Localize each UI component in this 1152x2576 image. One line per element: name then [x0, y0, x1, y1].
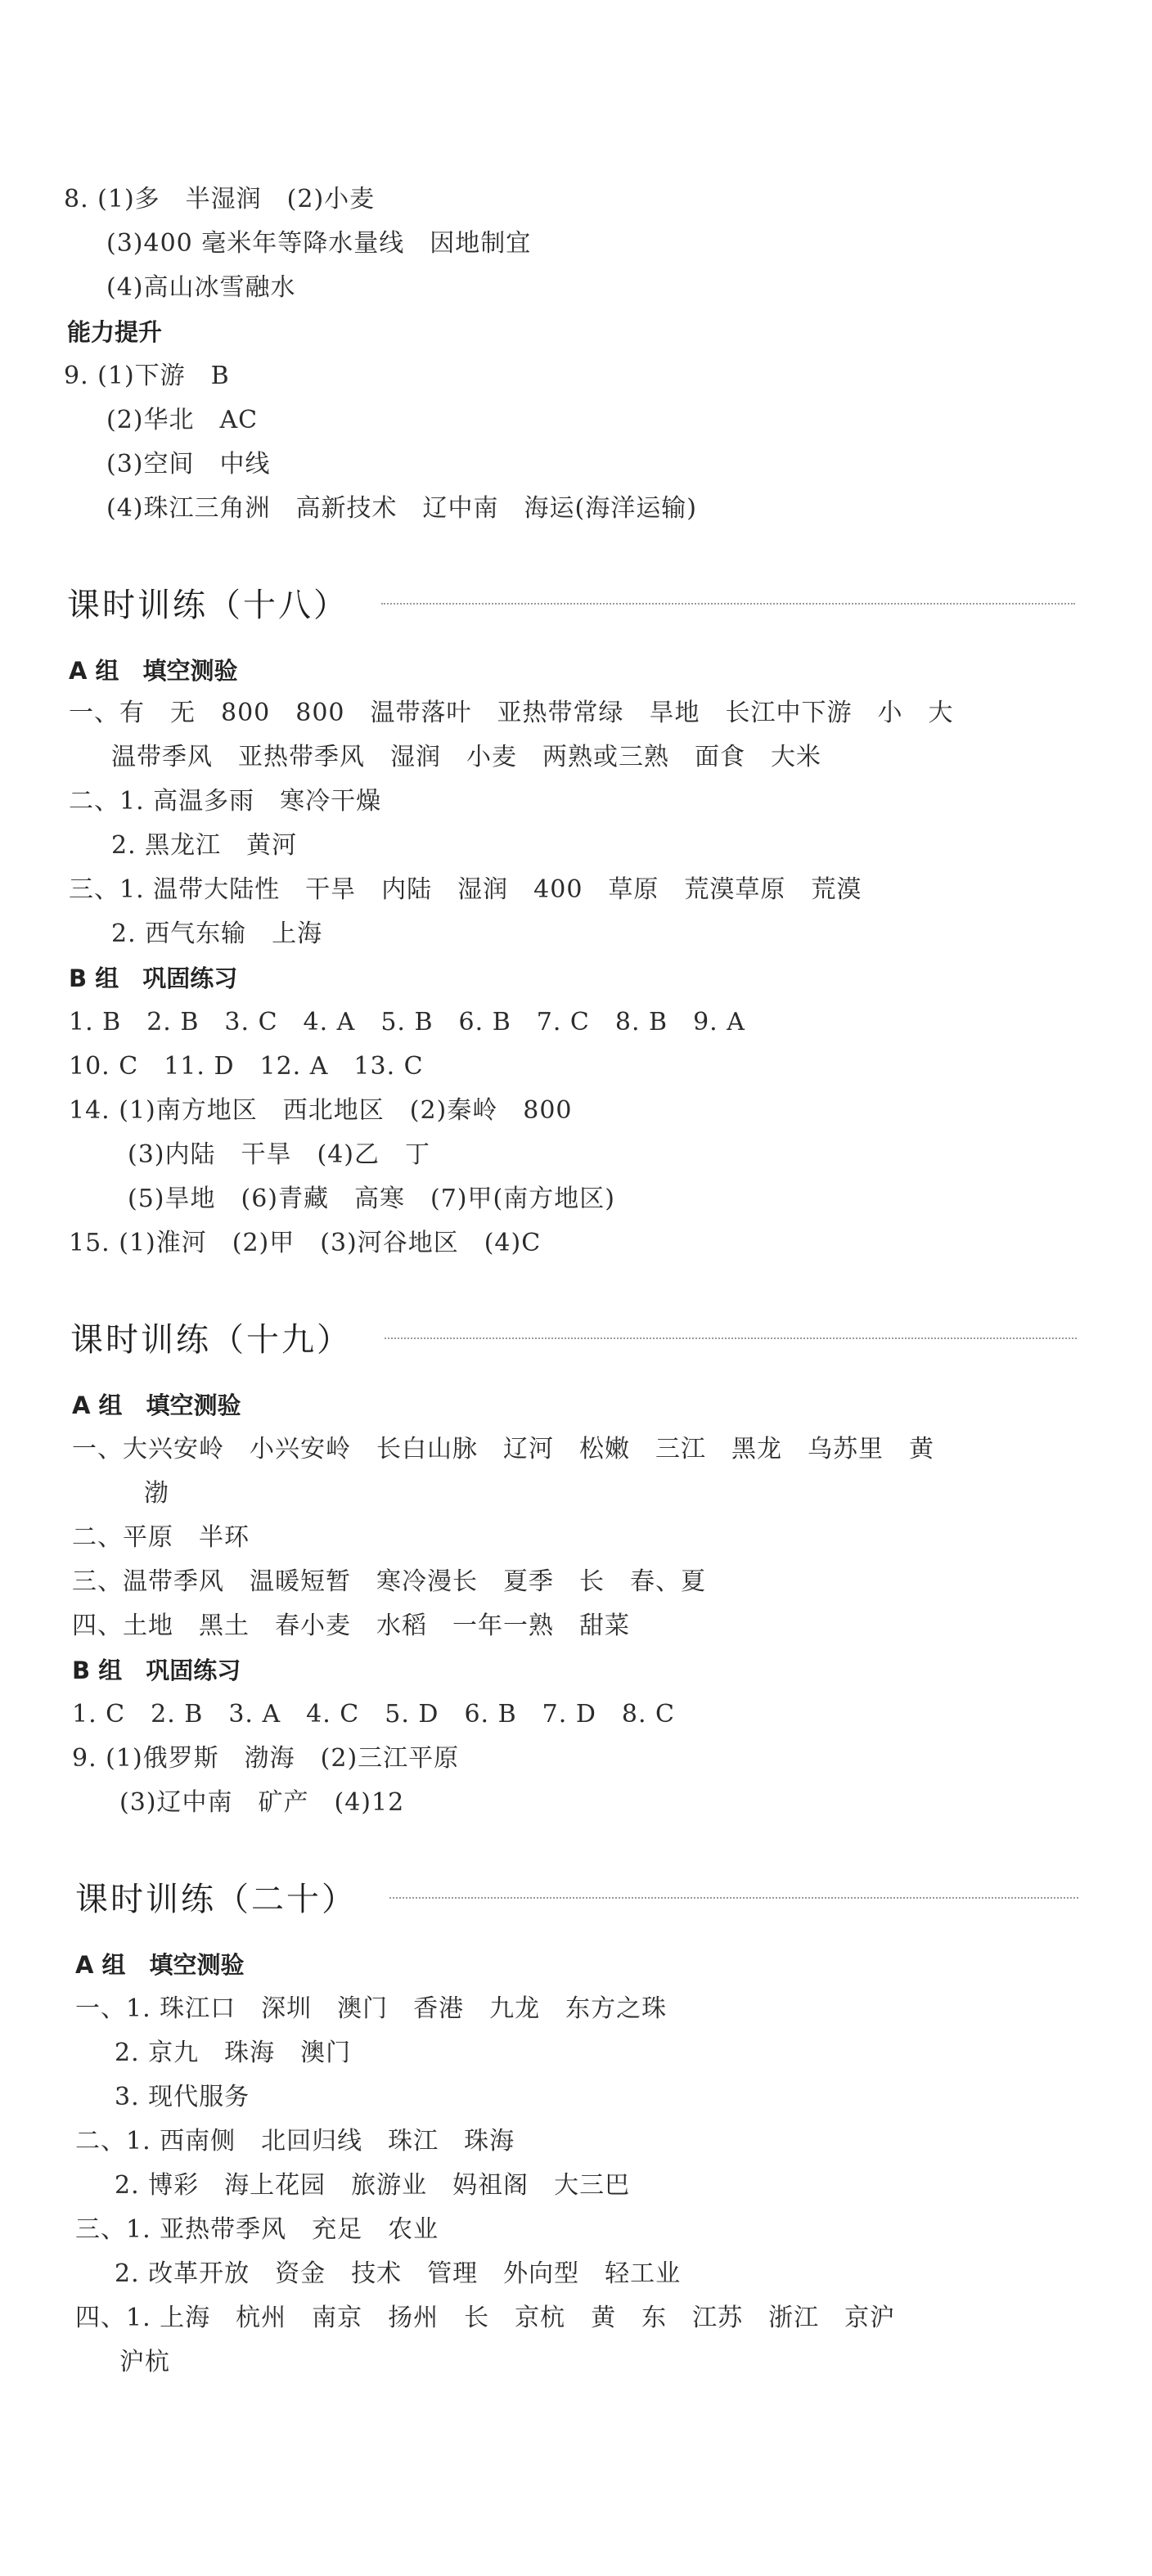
answer-line: 沪杭 — [119, 2348, 170, 2376]
answer-line: 9. (1)下游 B — [64, 362, 230, 390]
subheading-group-a: A 组 填空测验 — [72, 1391, 241, 1419]
answer-line: 一、1. 珠江口 深圳 澳门 香港 九龙 东方之珠 — [75, 1994, 668, 2023]
answer-line: (2)华北 AC — [106, 406, 259, 434]
answer-line: 一、大兴安岭 小兴安岭 长白山脉 辽河 松嫩 三江 黑龙 乌苏里 黄 — [72, 1435, 934, 1463]
answer-line: 三、1. 亚热带季风 充足 农业 — [75, 2215, 439, 2244]
answer-line: 四、土地 黑土 春小麦 水稻 一年一熟 甜菜 — [72, 1612, 630, 1640]
dotted-rule — [389, 1897, 1078, 1899]
dotted-rule — [381, 603, 1075, 605]
answer-line: 三、温带季风 温暖短暂 寒冷漫长 夏季 长 春、夏 — [72, 1567, 706, 1596]
answer-line: (4)珠江三角洲 高新技术 辽中南 海运(海洋运输) — [106, 494, 697, 523]
section-title-19 — [70, 1312, 1077, 1361]
answer-line: 二、1. 西南侧 北回归线 珠江 珠海 — [75, 2127, 515, 2156]
subheading-group-a: A 组 填空测验 — [75, 1951, 245, 1979]
answer-line: 1. B 2. B 3. C 4. A 5. B 6. B 7. C 8. B 9. A — [69, 1008, 745, 1036]
answer-line: 温带季风 亚热带季风 湿润 小麦 两熟或三熟 面食 大米 — [111, 743, 821, 771]
answer-line: 2. 京九 珠海 澳门 — [115, 2039, 352, 2067]
answer-line: 15. (1)淮河 (2)甲 (3)河谷地区 (4)C — [69, 1229, 542, 1257]
answer-line: (3)空间 中线 — [106, 450, 271, 479]
answer-line: 2. 黑龙江 黄河 — [111, 831, 298, 860]
answer-line: 3. 现代服务 — [115, 2083, 250, 2111]
answer-line: (3)内陆 干旱 (4)乙 丁 — [128, 1140, 430, 1169]
answer-line: 三、1. 温带大陆性 干旱 内陆 湿润 400 草原 荒漠草原 荒漠 — [69, 875, 862, 904]
answer-line: (5)旱地 (6)青藏 高寒 (7)甲(南方地区) — [128, 1185, 615, 1213]
answer-line: 二、平原 半环 — [72, 1523, 250, 1552]
answer-line: (4)高山冰雪融水 — [106, 273, 296, 302]
answer-line: 二、1. 高温多雨 寒冷干燥 — [69, 787, 382, 816]
answer-line: (3)辽中南 矿产 (4)12 — [119, 1788, 405, 1817]
answer-line: 2. 改革开放 资金 技术 管理 外向型 轻工业 — [115, 2259, 682, 2288]
answer-line: 9. (1)俄罗斯 渤海 (2)三江平原 — [72, 1744, 460, 1773]
answer-line: 一、有 无 800 800 温带落叶 亚热带常绿 旱地 长江中下游 小 大 — [69, 699, 954, 727]
subheading-group-b: B 组 巩固练习 — [69, 964, 238, 992]
section-title-text: 课时训练（十八） — [67, 586, 349, 624]
answer-line: 10. C 11. D 12. A 13. C — [69, 1052, 424, 1081]
answer-line: 14. (1)南方地区 西北地区 (2)秦岭 800 — [69, 1096, 573, 1125]
section-title-text: 课时训练（二十） — [75, 1880, 357, 1918]
section-title-text: 课时训练（十九） — [70, 1320, 352, 1359]
subheading-group-a: A 组 填空测验 — [69, 657, 238, 685]
dotted-rule — [385, 1337, 1077, 1339]
answer-line: (3)400 毫米年等降水量线 因地制宜 — [106, 229, 532, 258]
section-title-18 — [67, 578, 1075, 627]
subheading-group-b: B 组 巩固练习 — [72, 1657, 241, 1684]
answer-line: 四、1. 上海 杭州 南京 扬州 长 京杭 黄 东 江苏 浙江 京沪 — [75, 2304, 896, 2332]
answer-line: 2. 博彩 海上花园 旅游业 妈祖阁 大三巴 — [115, 2171, 631, 2200]
answer-line: 2. 西气东输 上海 — [111, 919, 323, 948]
section-title-20 — [75, 1872, 1078, 1921]
answer-line: 渤 — [144, 1479, 169, 1508]
answer-line: 8. (1)多 半湿润 (2)小麦 — [64, 185, 376, 214]
answer-line: 1. C 2. B 3. A 4. C 5. D 6. B 7. D 8. C — [72, 1700, 675, 1729]
subheading: 能力提升 — [67, 318, 163, 346]
